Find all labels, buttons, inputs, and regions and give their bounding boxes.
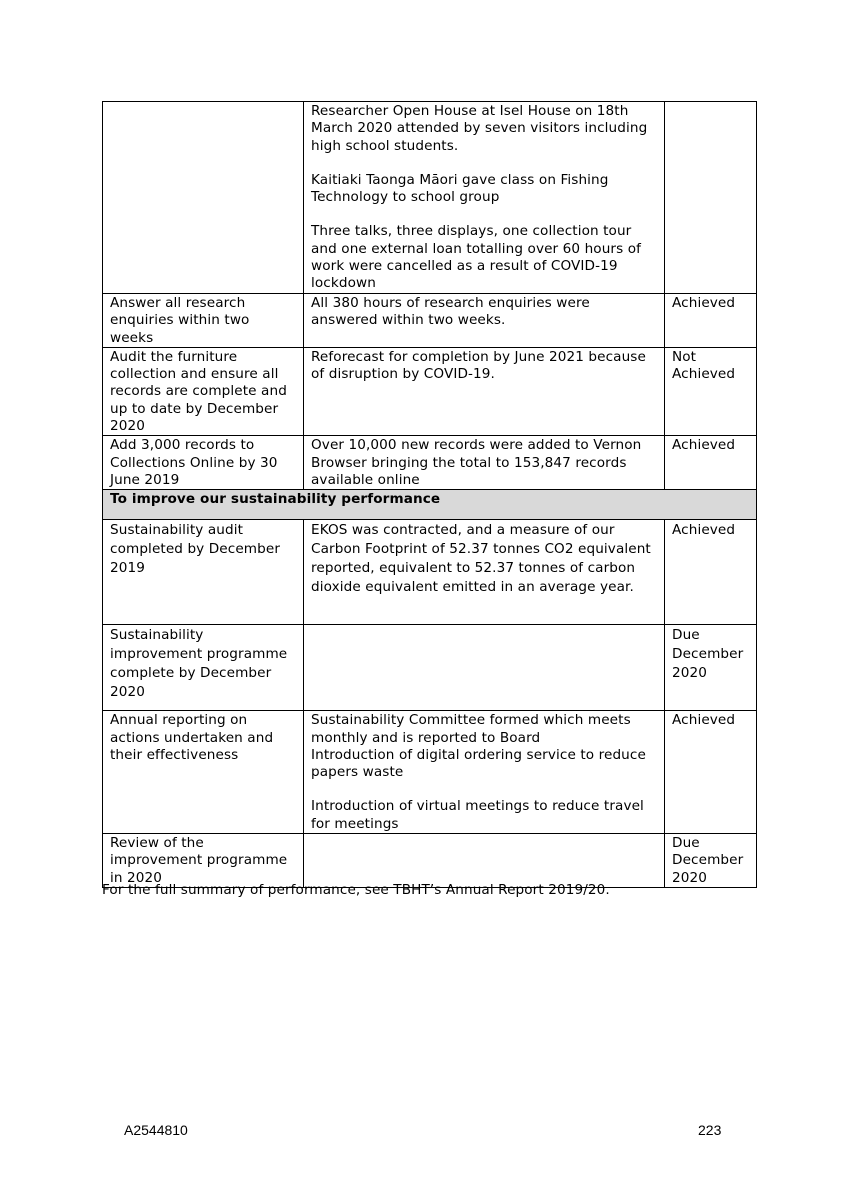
status-cell: Achieved [665, 711, 757, 834]
page-number: 223 [698, 1122, 722, 1138]
result-cell [304, 102, 665, 294]
measure-cell: Review of the improvement programme in 2020 [103, 834, 304, 888]
table-row [103, 436, 757, 490]
result-paragraph: Kaitiaki Taonga Māori gave class on Fishing Technology to school group [311, 171, 609, 206]
measure-cell: Audit the furniture collection and ensure all records are complete and up to date by December 2020 [103, 347, 304, 435]
table-row [103, 711, 757, 834]
status-cell: Achieved [665, 294, 757, 348]
section-heading-row [103, 490, 757, 520]
measure-cell: Add 3,000 records to Collections Online by 30 June 2019 [103, 436, 304, 490]
table-row [103, 347, 757, 435]
result-cell: Over 10,000 new records were added to Vernon Browser bringing the total to 153,847 records available online [304, 436, 665, 490]
status-cell: Due December 2020 [665, 625, 757, 711]
table-row [103, 102, 757, 294]
table-row [103, 834, 757, 888]
result-cell [304, 711, 665, 834]
measure-cell: Annual reporting on actions undertaken and their effectiveness [103, 711, 304, 834]
footer-note: For the full summary of performance, see TBHT’s Annual Report 2019/20. [102, 882, 610, 898]
result-cell [304, 834, 665, 888]
measure-cell: Answer all research enquiries within two weeks [103, 294, 304, 348]
status-cell [665, 102, 757, 294]
performance-table [102, 101, 757, 888]
status-cell: Not Achieved [665, 347, 757, 435]
table-row [103, 625, 757, 711]
status-cell: Due December 2020 [665, 834, 757, 888]
result-cell: EKOS was contracted, and a measure of our Carbon Footprint of 52.37 tonnes CO2 equivalent reported, equivalent to 52.37 tonnes of carbon dioxide equivalent emitted in an average year. [304, 520, 665, 625]
measure-cell: Sustainability audit completed by December 2019 [103, 520, 304, 625]
measure-cell: Sustainability improvement programme complete by December 2020 [103, 625, 304, 711]
status-cell: Achieved [665, 520, 757, 625]
document-id: A2544810 [124, 1122, 188, 1138]
table-row [103, 294, 757, 348]
status-cell: Achieved [665, 436, 757, 490]
section-heading: To improve our sustainability performance [103, 490, 757, 520]
result-cell: All 380 hours of research enquiries were answered within two weeks. [304, 294, 665, 348]
table-row [103, 520, 757, 625]
result-paragraph: Sustainability Committee formed which meets monthly and is reported to Board [311, 712, 631, 746]
result-paragraph: Three talks, three displays, one collection tour and one external loan totalling over 60 hours of work were cancelled as a result of COVID-19 lockdown [311, 223, 642, 292]
measure-cell [103, 102, 304, 294]
result-cell: Reforecast for completion by June 2021 because of disruption by COVID-19. [304, 347, 665, 435]
result-paragraph: Introduction of virtual meetings to reduce travel for meetings [311, 798, 644, 832]
result-paragraph: Introduction of digital ordering service to reduce papers waste [311, 746, 646, 781]
result-cell [304, 625, 665, 711]
result-paragraph: Researcher Open House at Isel House on 18th March 2020 attended by seven visitors including high school students. [311, 103, 648, 154]
